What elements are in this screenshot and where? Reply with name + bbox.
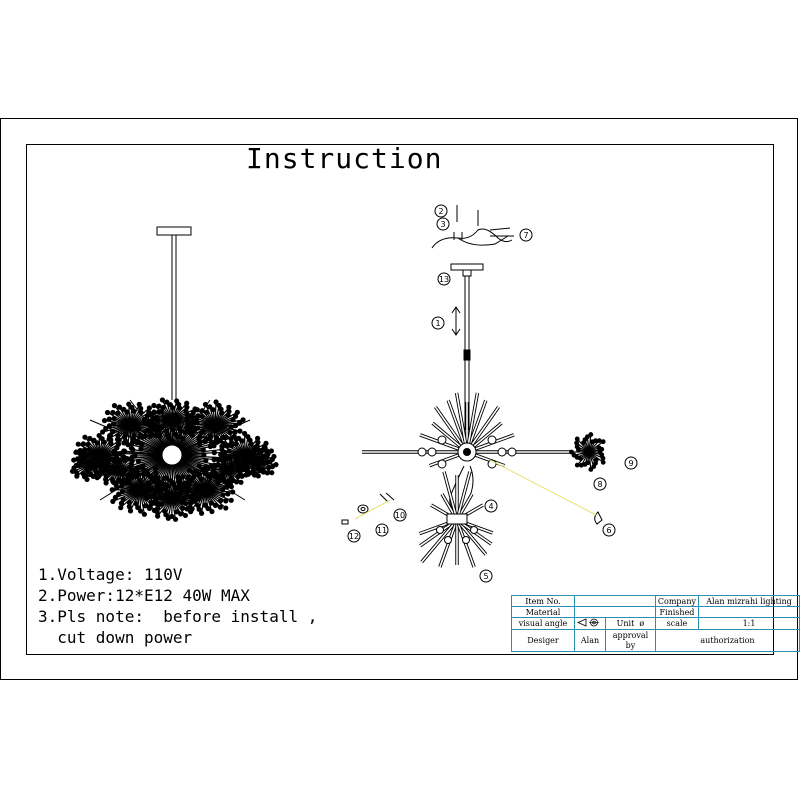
lower-hub [447, 514, 467, 524]
material-value [575, 607, 656, 618]
note-power: 2.Power:12*E12 40W MAX [38, 586, 250, 605]
authorization-label: authorization [655, 630, 799, 652]
assembled-chandelier-drawing [70, 227, 279, 522]
install-notes [38, 564, 317, 648]
finished-label: Finished [655, 607, 698, 618]
callout-3: 3 [440, 220, 446, 229]
note-voltage: 1.Voltage: 110V [38, 565, 183, 584]
material-label: Material [512, 607, 575, 618]
callout-13: 13 [438, 275, 450, 284]
callout-8: 8 [597, 480, 603, 489]
unit-label [606, 618, 656, 630]
item-no-value [575, 596, 656, 607]
callout-12: 12 [348, 532, 360, 541]
company-label: Company [655, 596, 698, 607]
callout-4: 4 [488, 502, 494, 511]
visual-angle-label: visual angle [512, 618, 575, 630]
designer-label: Desiger [512, 630, 575, 652]
item-no-label: Item No. [512, 596, 575, 607]
callout-5: 5 [483, 572, 489, 581]
exploded-view-drawing [342, 205, 606, 567]
unit-value: ø [639, 619, 645, 628]
page-title: Instruction [246, 142, 443, 175]
projection-symbol-icon [575, 618, 606, 630]
designer-value: Alan [575, 630, 606, 652]
unit-label-text: Unit [616, 619, 635, 628]
company-value: Alan mizrahi lighting [699, 596, 800, 607]
approval-label: approval by [606, 630, 656, 652]
title-block-table [511, 595, 800, 652]
scale-label: scale [655, 618, 698, 630]
callout-2: 2 [438, 207, 444, 216]
center-hub [162, 445, 182, 465]
chandelier-cluster [70, 397, 279, 522]
callout-11: 11 [376, 526, 388, 535]
callout-10: 10 [394, 511, 406, 520]
finished-value [699, 607, 800, 618]
scale-value: 1:1 [699, 618, 800, 630]
callout-9: 9 [628, 459, 634, 468]
ceiling-canopy [157, 227, 191, 235]
callout-1: 1 [435, 319, 441, 328]
note-warning-cont: cut down power [38, 628, 193, 647]
callout-markers [348, 205, 637, 582]
sputnik-body [362, 393, 572, 468]
note-warning: 3.Pls note: before install , [38, 607, 318, 626]
callout-6: 6 [606, 526, 612, 535]
flower-cluster-part [569, 432, 606, 472]
lower-arm-group [419, 472, 492, 567]
callout-7: 7 [523, 231, 529, 240]
